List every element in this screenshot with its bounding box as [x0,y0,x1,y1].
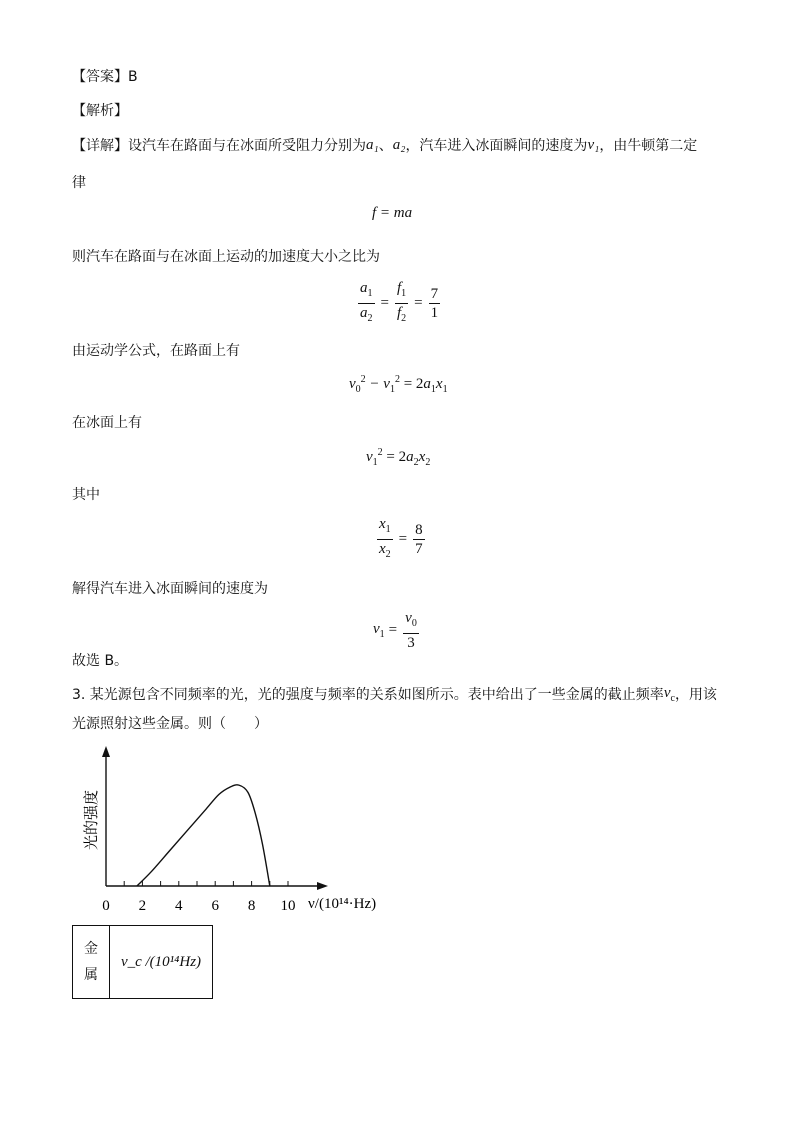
text-solve: 解得汽车进入冰面瞬间的速度为 [72,581,268,597]
x-tick-label: 10 [280,898,296,914]
equation-result: $v_1$ = $\frac{v_0}{3}$ [373,610,417,651]
x-tick-label: 4 [175,898,183,914]
question-3-line-2: 光源照射这些金属。则（ ） [72,716,268,732]
x-axis-arrow [317,882,328,890]
symbol-a2: a₂ [392,136,406,153]
y-axis-label: 光的强度 [82,789,100,851]
x-ticks [124,881,288,886]
x-tick-label: 0 [102,898,110,914]
analysis-heading: 【解析】 [72,103,128,119]
text-where: 其中 [72,487,100,503]
intensity-frequency-chart [60,740,400,920]
detail-text: 【详解】设汽车在路面与在冰面所受阻力分别为 [72,138,366,154]
detail-line-2: 律 [72,175,86,191]
equation-ice: $v_1^2 = 2a_2x_2$ [366,447,431,468]
equation-newton: f = ma [372,205,413,221]
detail-end-text: ，由牛顿第二定 [599,138,698,154]
detail-mid-text: ，汽车进入冰面瞬间的速度为 [405,138,588,154]
equation-ratio: $\frac{a_1}{a_2}$ = $\frac{f_1}{f_2}$ = $\frac{7}{1}$ [360,280,439,324]
x-tick-label: 6 [211,898,219,914]
equation-road: $v_0^2 - v_1^2 = 2a_1x_1$ [349,374,448,395]
symbol-nu-c: $\nu_c$ [663,684,675,704]
text-ice: 在冰面上有 [72,415,142,431]
metal-cutoff-table [72,925,213,999]
intensity-curve [137,785,270,886]
question-3-text: 3. 某光源包含不同频率的光，光的强度与频率的关系如图所示。表中给出了一些金属的截止频率 [72,687,664,703]
x-tick-labels [102,898,295,914]
text-choose: 故选 B。 [72,653,129,669]
x-tick-label: 8 [247,898,256,914]
table-header-metal: 金 属 [73,926,110,999]
y-axis-arrow [102,746,110,757]
question-3-line-1 [72,684,717,704]
detail-line-1 [72,135,697,155]
symbol-v1: v₁ [587,136,600,153]
detail-separator: 、 [378,138,393,154]
symbol-a1: a₁ [366,136,379,153]
text-ratio: 则汽车在路面与在冰面上运动的加速度大小之比为 [72,249,380,265]
x-axis-label: ν/(10¹⁴·Hz) [308,896,377,912]
text-road: 由运动学公式，在路面上有 [72,343,240,359]
question-3-text-end: ，用该 [674,687,717,703]
equation-distance-ratio: $\frac{x_1}{x_2}$ = $\frac{8}{7}$ [379,516,423,560]
x-tick-label: 2 [138,898,147,914]
table-header-cutoff-frequency: ν_c /(10¹⁴Hz) [110,926,213,999]
answer-line: 【答案】B [72,69,138,85]
